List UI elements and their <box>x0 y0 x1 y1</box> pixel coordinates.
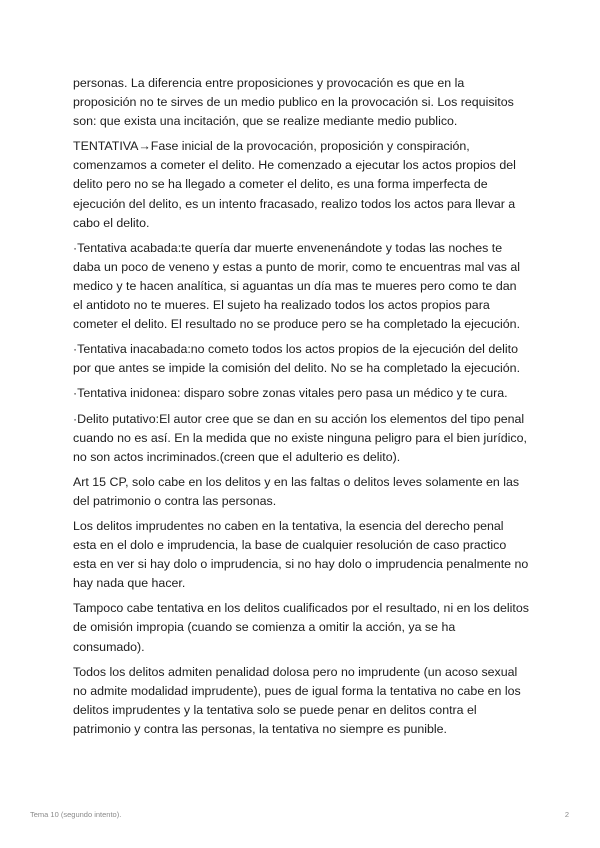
footer-title: Tema 10 (segundo intento). <box>30 810 122 819</box>
paragraph-delitos-cualificados: Tampoco cabe tentativa en los delitos cualificados por el resultado, ni en los delitos de omisión impropia (cuando se comienza a omitir la acción, ya se ha consumado). <box>73 601 529 654</box>
paragraph-penalidad: Todos los delitos admiten penalidad dolosa pero no imprudente (un acoso sexual no admite modalidad imprudente), pues de igual forma la tentativa no cabe en los delitos imprudentes y la tentativa solo se puede penar en delitos contra el patrimonio y contra las personas, la tentativa no siempre es punible. <box>73 664 521 736</box>
page-number: 2 <box>564 810 569 819</box>
paragraph-provocacion: personas. La diferencia entre proposiciones y provocación es que en la proposición no te sirves de un medio publico en la provocación si. Los requisitos son: que exista una incitación, que se realize mediante medio publico. <box>73 76 514 129</box>
paragraph-tentativa-inacabada: ·Tentativa inacabada:no cometo todos los actos propios de la ejecución del delito por que antes se impide la comisión del delito. No se ha completado la ejecución. <box>73 342 521 376</box>
paragraph-tentativa-inidonea: ·Tentativa inidonea: disparo sobre zonas vitales pero pasa un médico y te cura. <box>73 386 508 401</box>
paragraph-tentativa: TENTATIVA→Fase inicial de la provocación, proposición y conspiración, comenzamos a cometer el delito. He comenzado a ejecutar los actos propios del delito pero no se ha llegado a cometer el delito, es una forma imperfecta de ejecución del delito, es un intento fracasado, realizo todos los actos para llevar a cabo el delito. <box>73 139 516 230</box>
paragraph-delito-putativo: ·Delito putativo:El autor cree que se dan en su acción los elementos del tipo penal cuando no es así. En la medida que no existe ninguna peligro para el bien jurídico, no son actos incriminados.(creen que el adulterio es delito). <box>73 411 527 464</box>
document-body <box>73 74 529 745</box>
paragraph-tentativa-acabada: ·Tentativa acabada:te quería dar muerte envenenándote y todas las noches te daba un poco de veneno y estas a punto de morir, como te encuentras mal vas al medico y te hacen analítica, si aguantas un día mas te mueres pero como te dan el antidoto no te mueres. El sujeto ha realizado todos los actos propios para cometer el delito. El resultado no se produce pero se ha completado la ejecución. <box>73 240 521 332</box>
paragraph-delitos-imprudentes: Los delitos imprudentes no caben en la tentativa, la esencia del derecho penal esta en el dolo e imprudencia, la base de cualquier resolución de caso practico esta en ver si hay dolo o imprudencia, si no hay dolo o imprudencia penalmente no hay nada que hacer. <box>73 518 529 591</box>
paragraph-art-15: Art 15 CP, solo cabe en los delitos y en las faltas o delitos leves solamente en las del patrimonio o contra las personas. <box>73 474 520 508</box>
